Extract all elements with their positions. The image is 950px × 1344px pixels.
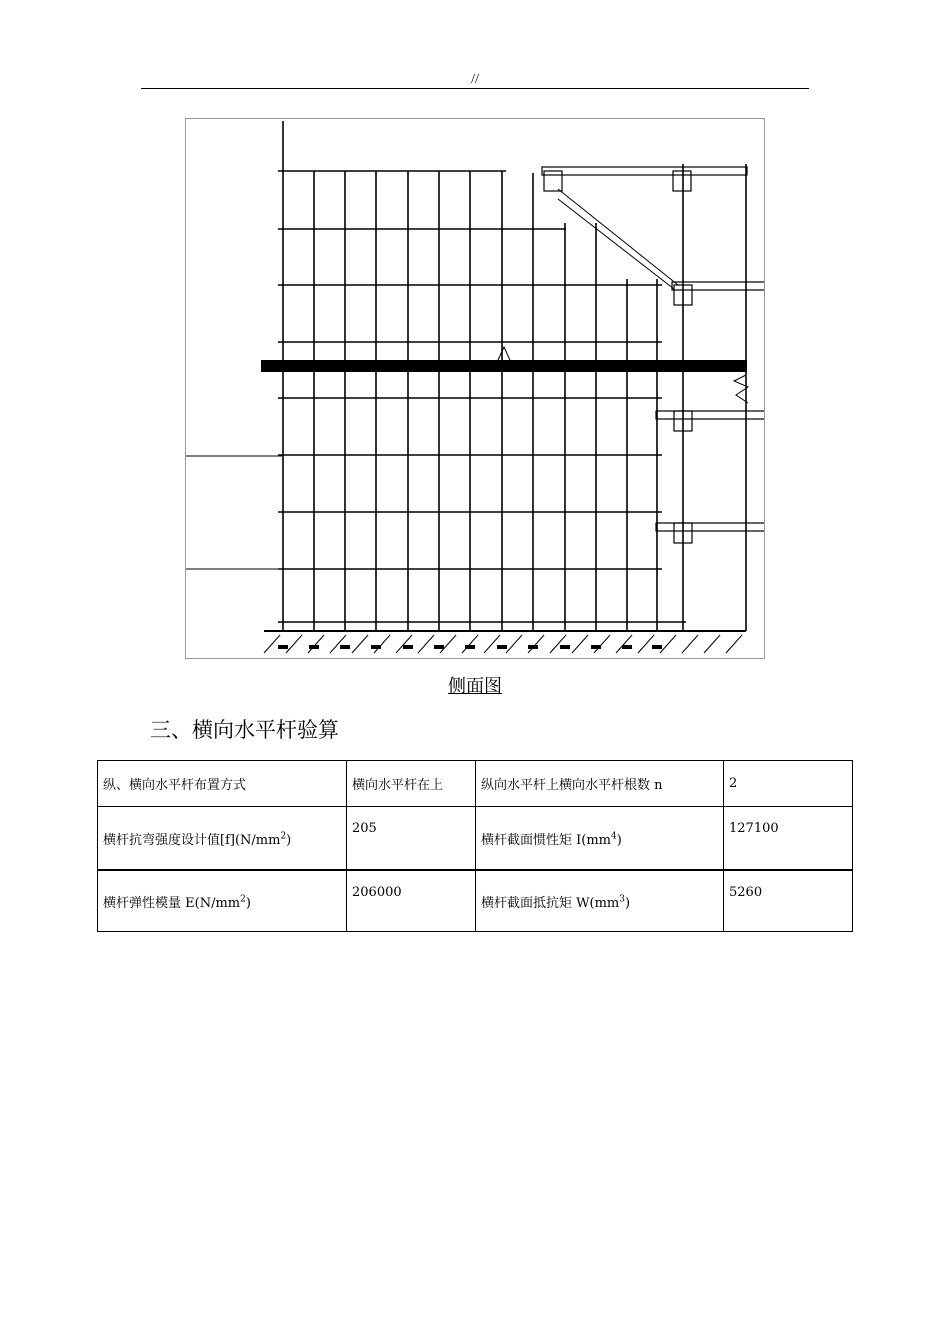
base-plate [591,645,601,649]
base-plate [652,645,662,649]
floor-slab [672,282,764,290]
table-cell: 横杆截面惯性矩 $I(mm^4)$ [476,807,724,871]
ground-hatch [638,635,654,653]
ground-hatch [616,635,632,653]
floor-slab [656,411,764,419]
ground-hatch [440,635,456,653]
table-cell: 横杆抗弯强度设计值$[f](N/mm^2)$ [98,807,347,871]
header-rule [141,88,809,89]
table-cell: 横杆弹性模量 $E(N/mm^2)$ [98,870,347,932]
slab-beam [544,171,562,191]
page-header-text: // [471,72,479,87]
base-plate [497,645,507,649]
base-plate [340,645,350,649]
ground-hatch [352,635,368,653]
ground-hatch [484,635,500,653]
base-plate [278,645,288,649]
ground-hatch [396,635,412,653]
slab-beam [673,171,691,191]
floor-slab [542,167,747,175]
table-row [98,761,853,807]
table-cell: 206000 [347,870,476,932]
ground-hatch [286,635,302,653]
ground-hatch [462,635,478,653]
base-plate [371,645,381,649]
table-cell: 纵向水平杆上横向水平杆根数 n [476,761,724,807]
table-row [98,870,853,932]
table-cell: 横杆截面抵抗矩 $W(mm^3)$ [476,870,724,932]
base-plate [403,645,413,649]
ground-hatch [682,635,698,653]
base-plate [465,645,475,649]
ground-hatch [374,635,390,653]
ground-hatch [726,635,742,653]
table-cell: 5260 [724,870,853,932]
ground-hatch [308,635,324,653]
table-row [98,807,853,871]
ground-hatch [528,635,544,653]
ground-hatch [418,635,434,653]
ground-hatch [506,635,522,653]
base-plate [309,645,319,649]
table-cell: 横向水平杆在上 [347,761,476,807]
table-cell: 205 [347,807,476,871]
parameter-table [97,760,853,932]
ground-hatch [330,635,346,653]
table-cell: 纵、横向水平杆布置方式 [98,761,347,807]
ground-hatch [550,635,566,653]
ground-hatch [264,635,280,653]
section-band [261,360,747,372]
base-plate [434,645,444,649]
ground-hatch [572,635,588,653]
base-plate [622,645,632,649]
table-cell: 127100 [724,807,853,871]
ground-hatch [594,635,610,653]
base-plate [528,645,538,649]
figure-caption: 侧面图 [448,676,502,697]
ground-hatch [660,635,676,653]
scaffold-side-drawing [185,118,765,659]
section-title: 三、横向水平杆验算 [150,718,339,742]
diagonal-tie [558,199,674,289]
base-plate [560,645,570,649]
diagonal-tie [558,189,678,285]
table-cell: 2 [724,761,853,807]
floor-slab [656,523,764,531]
ground-hatch [704,635,720,653]
